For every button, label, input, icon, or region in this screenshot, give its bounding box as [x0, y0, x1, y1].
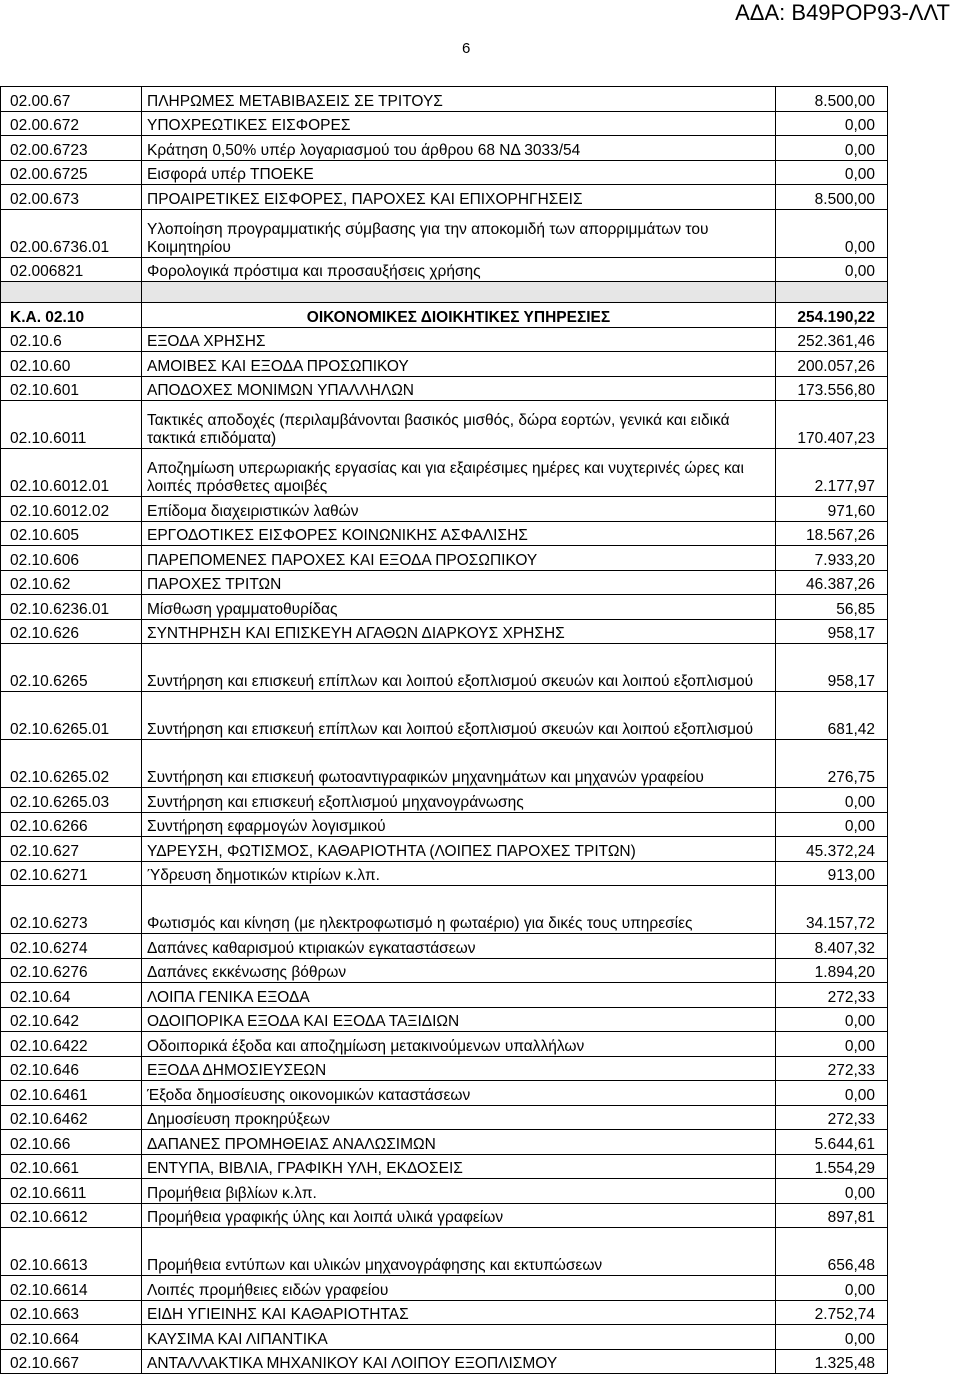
- account-code-cell: 02.10.6611: [1, 1179, 142, 1204]
- account-code-cell: Κ.Α. 02.10: [1, 303, 142, 328]
- table-row: [1, 282, 888, 303]
- account-code-cell: 02.10.627: [1, 837, 142, 862]
- amount-cell: 0,00: [776, 1276, 888, 1301]
- account-code-cell: 02.10.6265.02: [1, 740, 142, 788]
- account-code-cell: 02.10.64: [1, 983, 142, 1008]
- amount-cell: 0,00: [776, 1032, 888, 1057]
- table-row: [1, 136, 888, 161]
- amount-cell: 0,00: [776, 257, 888, 282]
- account-code-cell: 02.10.6012.02: [1, 497, 142, 522]
- amount-cell: 971,60: [776, 497, 888, 522]
- account-code-cell: 02.10.664: [1, 1325, 142, 1350]
- table-row: [1, 1130, 888, 1155]
- description-cell: ΕΞΟΔΑ ΧΡΗΣΗΣ: [142, 327, 776, 352]
- table-row: [1, 1179, 888, 1204]
- description-cell: Φορολογικά πρόστιμα και προσαυξήσεις χρήσης: [142, 257, 776, 282]
- amount-cell: 897,81: [776, 1203, 888, 1228]
- description-cell: Επίδομα διαχειριστικών λαθών: [142, 497, 776, 522]
- account-code-cell: 02.10.6614: [1, 1276, 142, 1301]
- account-code-cell: 02.10.6422: [1, 1032, 142, 1057]
- description-cell: ΟΙΚΟΝΟΜΙΚΕΣ ΔΙΟΙΚΗΤΙΚΕΣ ΥΠΗΡΕΣΙΕΣ: [142, 303, 776, 328]
- table-row: [1, 87, 888, 112]
- amount-cell: [776, 282, 888, 303]
- amount-cell: 656,48: [776, 1228, 888, 1276]
- description-cell: Προμήθεια βιβλίων κ.λπ.: [142, 1179, 776, 1204]
- description-cell: Εισφορά υπέρ ΤΠΟΕΚΕ: [142, 160, 776, 185]
- description-cell: ΕΙΔΗ ΥΓΙΕΙΝΗΣ ΚΑΙ ΚΑΘΑΡΙΟΤΗΤΑΣ: [142, 1300, 776, 1325]
- description-cell: Αποζημίωση υπερωριακής εργασίας και για εξαιρέσιμες ημέρες και νυχτερινές ώρες και λοιπές πρόσθετες αμοιβές: [142, 449, 776, 497]
- amount-cell: 0,00: [776, 160, 888, 185]
- amount-cell: 45.372,24: [776, 837, 888, 862]
- table-row: [1, 1325, 888, 1350]
- amount-cell: 272,33: [776, 1056, 888, 1081]
- table-row: [1, 861, 888, 886]
- amount-cell: 276,75: [776, 740, 888, 788]
- account-code-cell: 02.00.6736.01: [1, 209, 142, 257]
- table-row: [1, 111, 888, 136]
- amount-cell: 200.057,26: [776, 352, 888, 377]
- description-cell: ΛΟΙΠΑ ΓΕΝΙΚΑ ΕΞΟΔΑ: [142, 983, 776, 1008]
- description-cell: ΑΝΤΑΛΛΑΚΤΙΚΑ ΜΗΧΑΝΙΚΟΥ ΚΑΙ ΛΟΙΠΟΥ ΕΞΟΠΛΙΣΜΟΥ: [142, 1349, 776, 1374]
- table-row: [1, 1349, 888, 1374]
- account-code-cell: 02.10.6276: [1, 958, 142, 983]
- table-row: [1, 160, 888, 185]
- account-code-cell: 02.00.6723: [1, 136, 142, 161]
- account-code-cell: 02.10.6462: [1, 1105, 142, 1130]
- table-row: [1, 788, 888, 813]
- amount-cell: 46.387,26: [776, 570, 888, 595]
- account-code-cell: 02.10.605: [1, 521, 142, 546]
- account-code-cell: 02.10.6: [1, 327, 142, 352]
- amount-cell: 681,42: [776, 692, 888, 740]
- table-row: [1, 303, 888, 328]
- amount-cell: 0,00: [776, 788, 888, 813]
- amount-cell: 2.752,74: [776, 1300, 888, 1325]
- table-row: [1, 886, 888, 934]
- description-cell: ΕΞΟΔΑ ΔΗΜΟΣΙΕΥΣΕΩΝ: [142, 1056, 776, 1081]
- account-code-cell: 02.10.6012.01: [1, 449, 142, 497]
- amount-cell: 958,17: [776, 644, 888, 692]
- table-row: [1, 327, 888, 352]
- description-cell: Οδοιπορικά έξοδα και αποζημίωση μετακινούμενων υπαλλήλων: [142, 1032, 776, 1057]
- account-code-cell: 02.10.6011: [1, 401, 142, 449]
- description-cell: ΠΑΡΟΧΕΣ ΤΡΙΤΩΝ: [142, 570, 776, 595]
- account-code-cell: 02.10.6273: [1, 886, 142, 934]
- amount-cell: 0,00: [776, 1007, 888, 1032]
- account-code-cell: 02.10.6265.03: [1, 788, 142, 813]
- table-row: [1, 257, 888, 282]
- amount-cell: 1.894,20: [776, 958, 888, 983]
- table-row: [1, 934, 888, 959]
- description-cell: Συντήρηση και επισκευή επίπλων και λοιπού εξοπλισμού σκευών και λοιπού εξοπλισμού: [142, 644, 776, 692]
- description-cell: ΠΡΟΑΙΡΕΤΙΚΕΣ ΕΙΣΦΟΡΕΣ, ΠΑΡΟΧΕΣ ΚΑΙ ΕΠΙΧΟΡΗΓΗΣΕΙΣ: [142, 185, 776, 210]
- table-row: [1, 376, 888, 401]
- amount-cell: 173.556,80: [776, 376, 888, 401]
- table-row: [1, 546, 888, 571]
- account-code-cell: 02.10.66: [1, 1130, 142, 1155]
- account-code-cell: 02.10.6265.01: [1, 692, 142, 740]
- amount-cell: 254.190,22: [776, 303, 888, 328]
- description-cell: Δημοσίευση προκηρύξεων: [142, 1105, 776, 1130]
- description-cell: ΑΜΟΙΒΕΣ ΚΑΙ ΕΞΟΔΑ ΠΡΟΣΩΠΙΚΟΥ: [142, 352, 776, 377]
- description-cell: ΚΑΥΣΙΜΑ ΚΑΙ ΛΙΠΑΝΤΙΚΑ: [142, 1325, 776, 1350]
- description-cell: ΠΑΡΕΠΟΜΕΝΕΣ ΠΑΡΟΧΕΣ ΚΑΙ ΕΞΟΔΑ ΠΡΟΣΩΠΙΚΟΥ: [142, 546, 776, 571]
- account-code-cell: 02.00.673: [1, 185, 142, 210]
- amount-cell: 272,33: [776, 1105, 888, 1130]
- description-cell: ΟΔΟΙΠΟΡΙΚΑ ΕΞΟΔΑ ΚΑΙ ΕΞΟΔΑ ΤΑΞΙΔΙΩΝ: [142, 1007, 776, 1032]
- account-code-cell: 02.10.6271: [1, 861, 142, 886]
- amount-cell: 0,00: [776, 209, 888, 257]
- amount-cell: 8.500,00: [776, 185, 888, 210]
- amount-cell: 1.554,29: [776, 1154, 888, 1179]
- amount-cell: 913,00: [776, 861, 888, 886]
- description-cell: ΣΥΝΤΗΡΗΣΗ ΚΑΙ ΕΠΙΣΚΕΥΗ ΑΓΑΘΩΝ ΔΙΑΡΚΟΥΣ ΧΡΗΣΗΣ: [142, 619, 776, 644]
- account-code-cell: 02.10.661: [1, 1154, 142, 1179]
- account-code-cell: [1, 282, 142, 303]
- amount-cell: 0,00: [776, 1325, 888, 1350]
- account-code-cell: 02.10.6461: [1, 1081, 142, 1106]
- description-cell: ΕΡΓΟΔΟΤΙΚΕΣ ΕΙΣΦΟΡΕΣ ΚΟΙΝΩΝΙΚΗΣ ΑΣΦΑΛΙΣΗΣ: [142, 521, 776, 546]
- table-row: [1, 595, 888, 620]
- account-code-cell: 02.10.646: [1, 1056, 142, 1081]
- amount-cell: 8.500,00: [776, 87, 888, 112]
- account-code-cell: 02.00.672: [1, 111, 142, 136]
- table-row: [1, 352, 888, 377]
- amount-cell: 0,00: [776, 136, 888, 161]
- description-cell: ΔΑΠΑΝΕΣ ΠΡΟΜΗΘΕΙΑΣ ΑΝΑΛΩΣΙΜΩΝ: [142, 1130, 776, 1155]
- account-code-cell: 02.10.6266: [1, 812, 142, 837]
- account-code-cell: 02.10.601: [1, 376, 142, 401]
- description-cell: Δαπάνες καθαρισμού κτιριακών εγκαταστάσεων: [142, 934, 776, 959]
- account-code-cell: 02.10.62: [1, 570, 142, 595]
- table-row: [1, 1081, 888, 1106]
- account-code-cell: 02.10.6612: [1, 1203, 142, 1228]
- description-cell: Τακτικές αποδοχές (περιλαμβάνονται βασικός μισθός, δώρα εορτών, γενικά και ειδικά τακτικά επιδόματα): [142, 401, 776, 449]
- amount-cell: 958,17: [776, 619, 888, 644]
- description-cell: Κράτηση 0,50% υπέρ λογαριασμού του άρθρου 68 ΝΔ 3033/54: [142, 136, 776, 161]
- table-row: [1, 740, 888, 788]
- table-row: [1, 1032, 888, 1057]
- amount-cell: 1.325,48: [776, 1349, 888, 1374]
- amount-cell: 56,85: [776, 595, 888, 620]
- account-code-cell: 02.10.6274: [1, 934, 142, 959]
- table-row: [1, 570, 888, 595]
- description-cell: Συντήρηση εφαρμογών λογισμικού: [142, 812, 776, 837]
- table-row: [1, 1154, 888, 1179]
- table-row: [1, 692, 888, 740]
- table-row: [1, 185, 888, 210]
- amount-cell: 18.567,26: [776, 521, 888, 546]
- table-row: [1, 837, 888, 862]
- description-cell: Συντήρηση και επισκευή επίπλων και λοιπού εξοπλισμού σκευών και λοιπού εξοπλισμού: [142, 692, 776, 740]
- amount-cell: 5.644,61: [776, 1130, 888, 1155]
- description-cell: Έξοδα δημοσίευσης οικονομικών καταστάσεων: [142, 1081, 776, 1106]
- account-code-cell: 02.10.606: [1, 546, 142, 571]
- account-code-cell: 02.10.626: [1, 619, 142, 644]
- amount-cell: 2.177,97: [776, 449, 888, 497]
- description-cell: Ύδρευση δημοτικών κτιρίων κ.λπ.: [142, 861, 776, 886]
- budget-table: [0, 86, 888, 1374]
- table-row: [1, 619, 888, 644]
- description-cell: Φωτισμός και κίνηση (με ηλεκτροφωτισμό η φωταέριο) για δικές τους υπηρεσίες: [142, 886, 776, 934]
- amount-cell: 252.361,46: [776, 327, 888, 352]
- description-cell: Συντήρηση και επισκευή εξοπλισμού μηχανογράνωσης: [142, 788, 776, 813]
- amount-cell: 272,33: [776, 983, 888, 1008]
- description-cell: Μίσθωση γραμματοθυρίδας: [142, 595, 776, 620]
- table-row: [1, 644, 888, 692]
- table-row: [1, 1276, 888, 1301]
- amount-cell: 170.407,23: [776, 401, 888, 449]
- page-number: 6: [462, 40, 471, 57]
- amount-cell: 0,00: [776, 812, 888, 837]
- description-cell: Προμήθεια γραφικής ύλης και λοιπά υλικά γραφείων: [142, 1203, 776, 1228]
- amount-cell: 34.157,72: [776, 886, 888, 934]
- table-row: [1, 521, 888, 546]
- table-row: [1, 497, 888, 522]
- table-row: [1, 209, 888, 257]
- description-cell: Προμήθεια εντύπων και υλικών μηχανογράφησης και εκτυπώσεων: [142, 1228, 776, 1276]
- ada-identifier: ΑΔΑ: Β49ΡΟΡ93-ΛΛΤ: [735, 0, 950, 25]
- description-cell: ΕΝΤΥΠΑ, ΒΙΒΛΙΑ, ΓΡΑΦΙΚΗ ΥΛΗ, ΕΚΔΟΣΕΙΣ: [142, 1154, 776, 1179]
- table-row: [1, 449, 888, 497]
- account-code-cell: 02.10.6613: [1, 1228, 142, 1276]
- table-row: [1, 1007, 888, 1032]
- account-code-cell: 02.006821: [1, 257, 142, 282]
- amount-cell: 7.933,20: [776, 546, 888, 571]
- table-row: [1, 1105, 888, 1130]
- table-row: [1, 1056, 888, 1081]
- description-cell: Δαπάνες εκκένωσης βόθρων: [142, 958, 776, 983]
- table-row: [1, 958, 888, 983]
- amount-cell: 0,00: [776, 1081, 888, 1106]
- table-row: [1, 401, 888, 449]
- description-cell: Υλοποίηση προγραμματικής σύμβασης για την αποκομιδή των απορριμμάτων του Κοιμητηρίου: [142, 209, 776, 257]
- amount-cell: 0,00: [776, 111, 888, 136]
- account-code-cell: 02.10.6265: [1, 644, 142, 692]
- description-cell: Συντήρηση και επισκευή φωτοαντιγραφικών μηχανημάτων και μηχανών γραφείου: [142, 740, 776, 788]
- account-code-cell: 02.10.6236.01: [1, 595, 142, 620]
- table-row: [1, 812, 888, 837]
- account-code-cell: 02.10.642: [1, 1007, 142, 1032]
- table-row: [1, 1300, 888, 1325]
- description-cell: ΠΛΗΡΩΜΕΣ ΜΕΤΑΒΙΒΑΣΕΙΣ ΣΕ ΤΡΙΤΟΥΣ: [142, 87, 776, 112]
- account-code-cell: 02.00.67: [1, 87, 142, 112]
- amount-cell: 0,00: [776, 1179, 888, 1204]
- table-row: [1, 1203, 888, 1228]
- description-cell: Λοιπές προμήθειες ειδών γραφείου: [142, 1276, 776, 1301]
- account-code-cell: 02.10.663: [1, 1300, 142, 1325]
- description-cell: ΑΠΟΔΟΧΕΣ ΜΟΝΙΜΩΝ ΥΠΑΛΛΗΛΩΝ: [142, 376, 776, 401]
- description-cell: ΥΠΟΧΡΕΩΤΙΚΕΣ ΕΙΣΦΟΡΕΣ: [142, 111, 776, 136]
- table-row: [1, 983, 888, 1008]
- table-row: [1, 1228, 888, 1276]
- description-cell: [142, 282, 776, 303]
- account-code-cell: 02.10.667: [1, 1349, 142, 1374]
- description-cell: ΥΔΡΕΥΣΗ, ΦΩΤΙΣΜΟΣ, ΚΑΘΑΡΙΟΤΗΤΑ (ΛΟΙΠΕΣ ΠΑΡΟΧΕΣ ΤΡΙΤΩΝ): [142, 837, 776, 862]
- account-code-cell: 02.10.60: [1, 352, 142, 377]
- budget-table-body: [1, 87, 888, 1374]
- amount-cell: 8.407,32: [776, 934, 888, 959]
- account-code-cell: 02.00.6725: [1, 160, 142, 185]
